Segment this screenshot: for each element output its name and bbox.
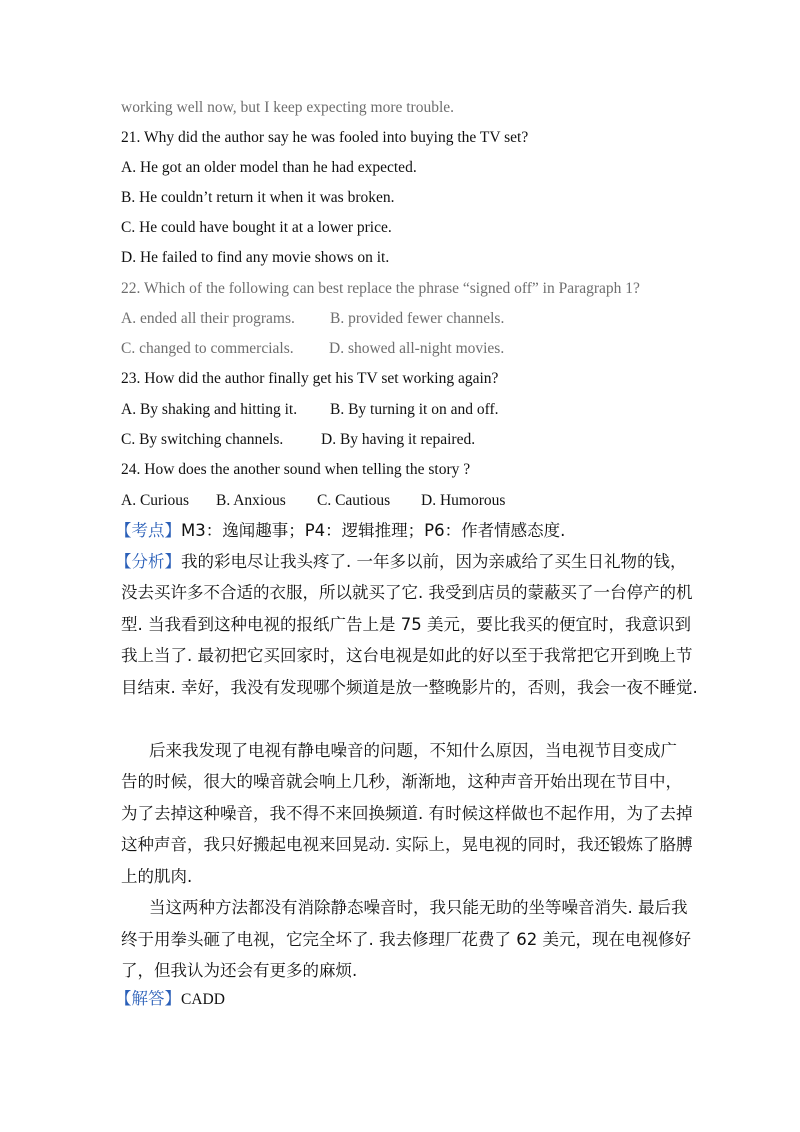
passage-tail: working well now, but I keep expecting more trouble. [121, 99, 455, 116]
question-23-option-c: C. By switching channels. [121, 431, 284, 448]
para2-line-1: 后来我发现了电视有静电噪音的问题，不知什么原因，当电视节目变成广 [149, 741, 677, 760]
question-21-option-c: C. He could have bought it at a lower price. [121, 219, 392, 236]
kaodian-line [115, 520, 565, 542]
question-21-option-b: B. He couldn’t return it when it was broken. [121, 189, 395, 206]
para2-line-2: 告的时候，很大的噪音就会响上几秒，渐渐地，这种声音开始出现在节目中， [121, 772, 682, 791]
jieda-label: 【解答】 [115, 989, 181, 1008]
question-24-option-d: D. Humorous [421, 492, 506, 509]
para2-line-5: 上的肌肉. [121, 867, 193, 886]
fenxi-line-3: 型. 当我看到这种电视的报纸广告上是 75 美元，要比我买的便宜时，我意识到 [121, 615, 691, 634]
fenxi-line-1 [115, 551, 687, 573]
question-23-option-a: A. By shaking and hitting it. [121, 401, 298, 418]
para3-line-3: 了，但我认为还会有更多的麻烦. [121, 961, 358, 980]
question-24-option-a: A. Curious [121, 492, 190, 509]
question-23-option-d: D. By having it repaired. [321, 431, 476, 448]
question-24-options-row [121, 491, 505, 511]
question-23-option-b: B. By turning it on and off. [330, 401, 499, 418]
para2-line-3: 为了去掉这种噪音，我不得不来回换频道. 有时候这样做也不起作用，为了去掉 [121, 804, 693, 823]
question-24-stem: 24. How does the another sound when telling the story ? [121, 461, 471, 478]
question-23-options-row-2 [121, 430, 475, 450]
question-24-option-c: C. Cautious [317, 492, 391, 509]
kaodian-label: 【考点】 [115, 521, 181, 540]
para3-line-2: 终于用拳头砸了电视，它完全坏了. 我去修理厂花费了 62 美元，现在电视修好 [121, 930, 691, 949]
fenxi-text-1: 我的彩电尽让我头疼了. 一年多以前，因为亲戚给了买生日礼物的钱， [181, 552, 687, 571]
fenxi-line-4: 我上当了. 最初把它买回家时，这台电视是如此的好以至于我常把它开到晚上节 [121, 646, 693, 665]
question-21-stem: 21. Why did the author say he was fooled into buying the TV set? [121, 129, 529, 146]
question-23-options-row-1 [121, 400, 499, 420]
question-24-option-b: B. Anxious [216, 492, 286, 509]
para3-line-1: 当这两种方法都没有消除静态噪音时，我只能无助的坐等噪音消失. 最后我 [149, 898, 688, 917]
question-22-options-row-2 [121, 339, 504, 359]
jieda-line [115, 988, 225, 1011]
question-22-option-a: A. ended all their programs. [121, 310, 295, 327]
fenxi-line-2: 没去买许多不合适的衣服，所以就买了它. 我受到店员的蒙蔽买了一台停产的机 [121, 583, 693, 602]
jieda-answer: CADD [181, 991, 225, 1008]
question-21-option-d: D. He failed to find any movie shows on it. [121, 249, 390, 266]
question-23-stem: 23. How did the author finally get his TV set working again? [121, 370, 499, 387]
question-22-option-c: C. changed to commercials. [121, 340, 294, 357]
kaodian-text: M3：逸闻趣事；P4：逻辑推理；P6：作者情感态度. [181, 521, 566, 540]
question-22-option-d: D. showed all-night movies. [329, 340, 505, 357]
question-22-option-b: B. provided fewer channels. [330, 310, 505, 327]
fenxi-label: 【分析】 [115, 552, 181, 571]
para2-line-4: 这种声音，我只好搬起电视来回晃动. 实际上，晃电视的同时，我还锻炼了胳膊 [121, 835, 693, 854]
question-22-stem: 22. Which of the following can best replace the phrase “signed off” in Paragraph 1? [121, 280, 640, 297]
fenxi-line-5: 目结束. 幸好，我没有发现哪个频道是放一整晚影片的，否则，我会一夜不睡觉. [121, 678, 698, 697]
question-21-option-a: A. He got an older model than he had expected. [121, 159, 417, 176]
question-22-options-row-1 [121, 309, 504, 329]
